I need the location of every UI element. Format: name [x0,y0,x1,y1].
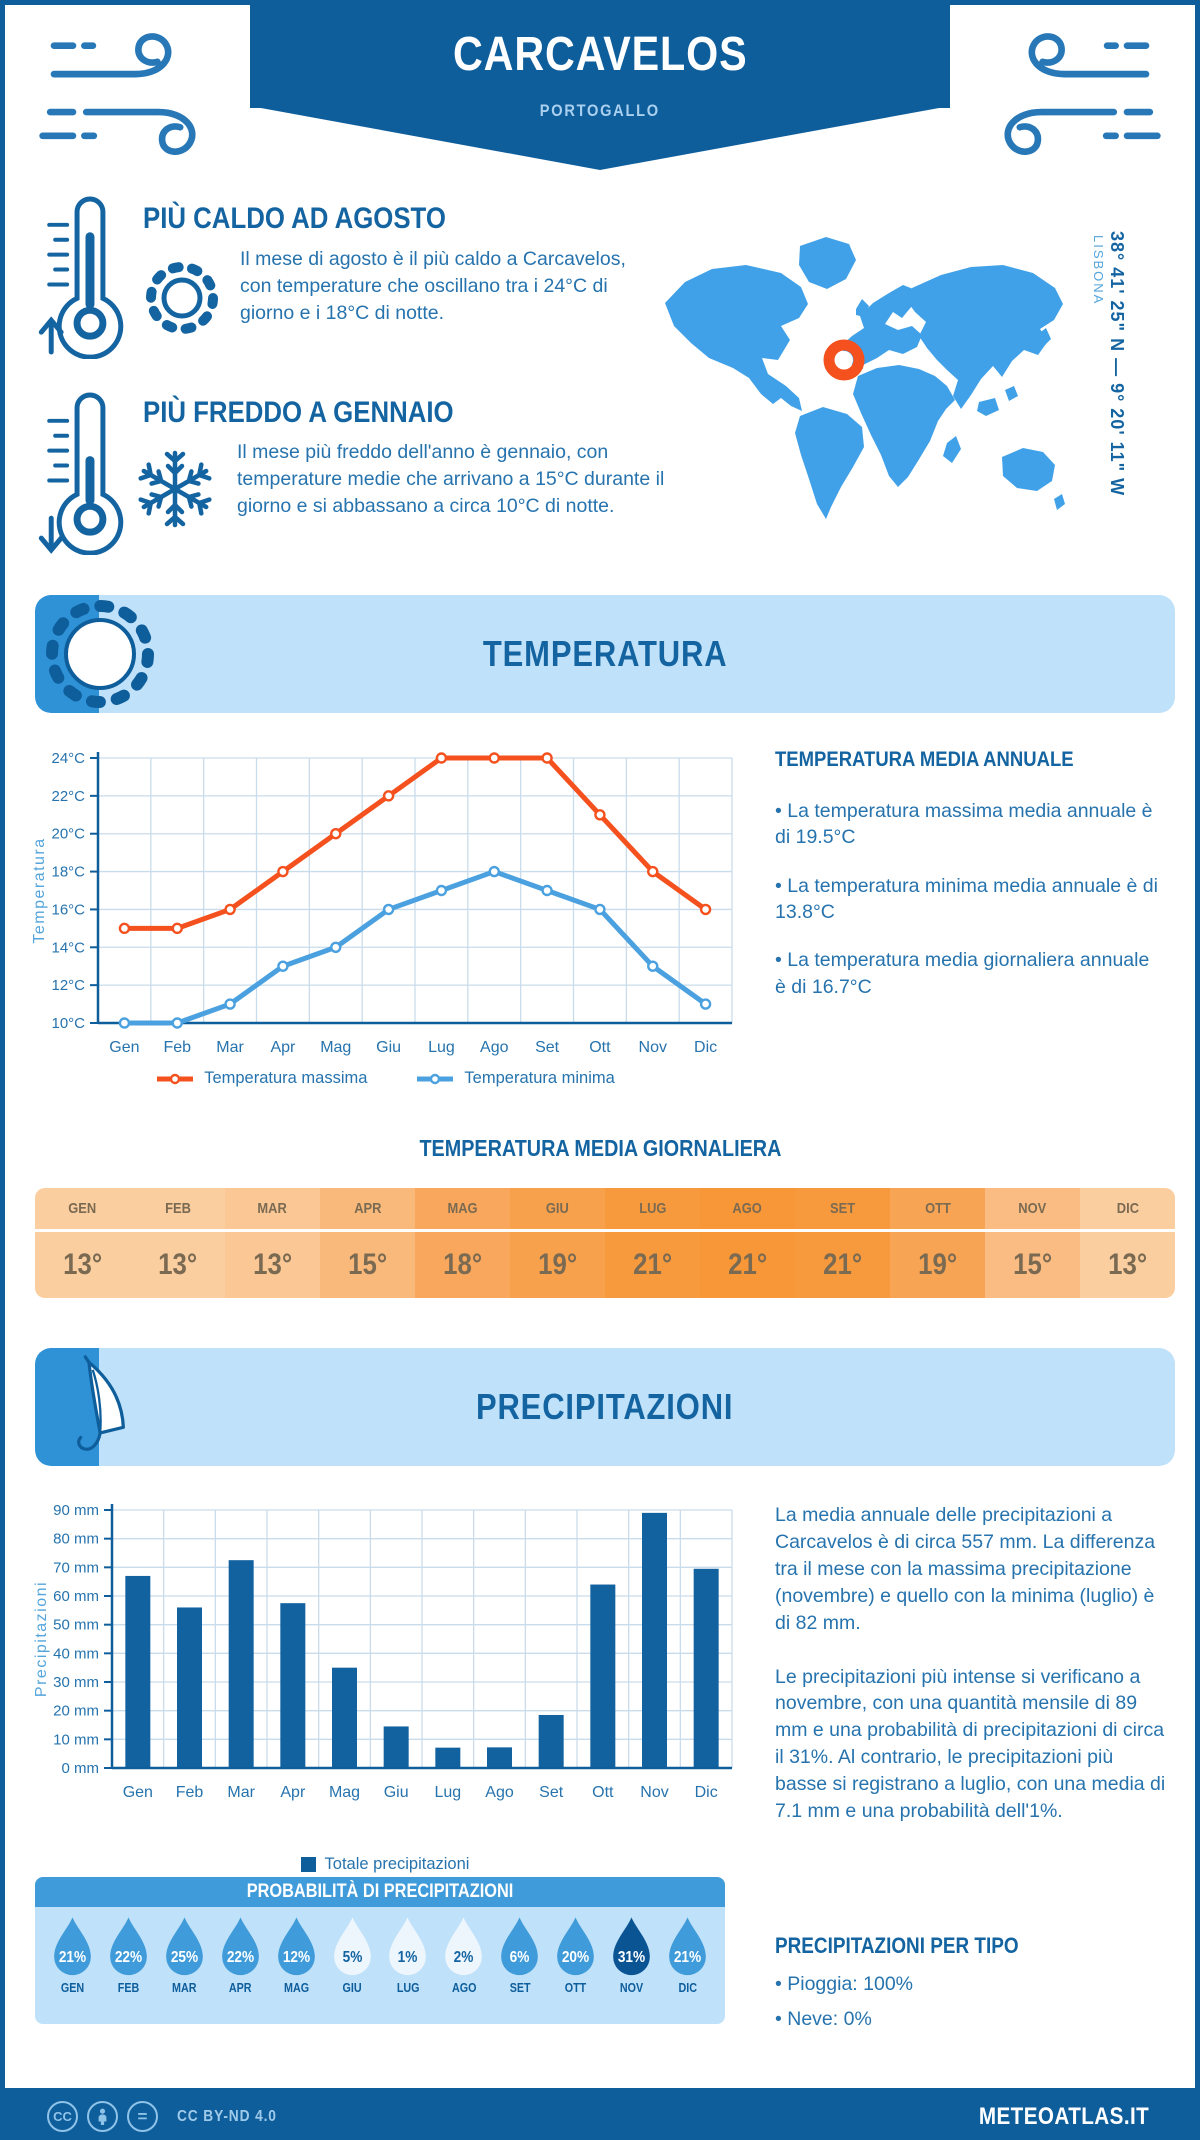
table-value: 19° [890,1229,985,1298]
bullet-item: • Pioggia: 100% [775,1971,1165,1997]
droplet-icon [664,1914,711,1978]
droplet-cell [47,1914,98,1995]
wind-icon [33,21,223,169]
table-month-header: NOV [1018,1200,1047,1217]
droplet-icon [608,1914,655,1978]
license-group [47,2101,293,2132]
svg-text:1%: 1% [398,1949,418,1967]
svg-text:30 mm: 30 mm [53,1674,99,1691]
svg-text:Mar: Mar [227,1784,255,1801]
droplet-cell [271,1914,322,1995]
temperature-chart-legend [30,1069,740,1088]
page-subtitle-text: PORTOGALLO [539,101,661,120]
svg-text:Mag: Mag [320,1039,352,1056]
droplet-month-label: FEB [117,1981,140,1995]
table-value: 19° [510,1229,605,1298]
cc-nd-icon: = [127,2101,158,2132]
svg-text:16°C: 16°C [51,901,85,919]
svg-text:50 mm: 50 mm [53,1616,99,1634]
thermometer-down-icon [37,391,137,555]
droplet-icon [105,1914,152,1978]
svg-text:Ott: Ott [592,1784,614,1801]
map-marker-hole [835,351,853,369]
hot-section-text: Il mese di agosto è il più caldo a Carcavelos, con temperature che oscillano tra i 24°C di giorno e i 18°C di notte. [240,248,626,324]
svg-text:14°C: 14°C [51,939,85,957]
svg-text:12%: 12% [282,1949,310,1967]
precipitation-summary-1: La media annuale delle precipitazioni a Carcavelos è di circa 557 mm. La differenza tra il mese con la massima precipitazione (novembre) e quello con la minima (luglio) è di 82 mm. [775,1504,1156,1634]
svg-text:20%: 20% [562,1949,590,1967]
svg-text:Gen: Gen [109,1039,140,1056]
annual-temperature-title-text: TEMPERATURA MEDIA ANNUALE [775,747,1074,771]
svg-text:90 mm: 90 mm [53,1502,99,1519]
droplet-icon [161,1914,208,1978]
svg-text:Lug: Lug [434,1784,462,1801]
table-cell [605,1188,700,1298]
table-month-header: FEB [164,1200,191,1217]
droplet-month-label: LUG [396,1981,420,1995]
coordinates-text: 38° 41' 25" N — 9° 20' 11" W [1107,231,1127,497]
annual-temperature-bullets [775,798,1165,1000]
precipitation-chart-svg [30,1485,740,1810]
svg-text:Set: Set [539,1784,564,1801]
svg-text:18°C: 18°C [51,863,85,881]
site-name-text: METEOATLAS.IT [978,2102,1150,2130]
precipitation-by-type-panel [775,1933,1165,2033]
footer [5,2088,1200,2140]
page-title [250,27,950,82]
svg-text:60 mm: 60 mm [53,1588,99,1605]
droplet-cell [382,1914,433,1995]
table-value: 18° [415,1229,510,1298]
legend-item-total [301,1855,470,1874]
svg-text:Ago: Ago [480,1039,509,1056]
droplet-month-label: MAG [283,1981,309,1995]
svg-text:Ott: Ott [589,1039,611,1056]
map-coordinates [1091,231,1127,496]
svg-text:Giu: Giu [376,1039,402,1056]
page-title-text: CARCAVELOS [452,28,748,81]
table-month-header: SET [829,1200,856,1217]
probability-title-text: PROBABILITÀ DI PRECIPITAZIONI [246,1881,514,1902]
svg-text:80 mm: 80 mm [53,1530,99,1548]
droplet-icon [552,1914,599,1978]
table-month-header: MAR [257,1200,288,1217]
svg-text:Giu: Giu [383,1784,409,1801]
svg-text:5%: 5% [342,1949,362,1967]
svg-text:Feb: Feb [163,1039,192,1056]
precipitation-summary-2: Le precipitazioni più intense si verificano a novembre, con una quantità mensile di 89 mm e una probabilità di precipitazioni di circa il 31%. Al contrario, le precipitazioni più basse si registrano a luglio, con una media di 7.1 mm e una probabilità dell'1%. [775,1665,1166,1823]
table-month-header: GIU [546,1200,569,1217]
table-value: 15° [985,1229,1080,1298]
cc-icon: CC [47,2101,78,2132]
svg-text:Apr: Apr [280,1784,306,1801]
svg-text:22%: 22% [114,1949,143,1967]
svg-text:21%: 21% [58,1949,87,1967]
table-value: 13° [225,1229,320,1298]
svg-text:Nov: Nov [638,1039,667,1056]
cold-section-title [143,396,504,430]
table-cell [510,1188,605,1298]
droplet-month-label: GIU [342,1981,362,1995]
droplet-icon [273,1914,320,1978]
license-label [177,2108,293,2126]
snowflake-icon [131,445,219,533]
table-cell [890,1188,985,1298]
table-cell [130,1188,225,1298]
droplet-cell [550,1914,601,1995]
precipitation-by-type-title [775,1933,1165,1959]
table-cell [415,1188,510,1298]
svg-text:20 mm: 20 mm [53,1702,99,1720]
page-subtitle [250,101,950,121]
svg-text:Mag: Mag [328,1784,361,1801]
droplet-cell [159,1914,210,1995]
wind-icon [977,21,1167,169]
license-label-text: CC BY-ND 4.0 [177,2107,277,2125]
droplet-month-label: DIC [678,1981,697,1995]
probability-panel-header [35,1877,725,1907]
svg-text:2%: 2% [453,1949,474,1967]
svg-text:Lug: Lug [428,1039,455,1056]
svg-text:Set: Set [535,1039,560,1056]
table-value: 13° [35,1229,130,1298]
world-map [650,208,1070,538]
temperature-chart-svg [30,740,740,1065]
precipitation-chart-legend [30,1855,740,1874]
legend-label: Totale precipitazioni [324,1855,470,1873]
svg-text:10 mm: 10 mm [53,1731,99,1749]
svg-text:Temperatura: Temperatura [31,837,48,944]
table-value: 21° [700,1229,795,1298]
droplet-cell [494,1914,545,1995]
precipitation-by-type-bullets [775,1971,1165,2033]
probability-droplets-row [35,1907,725,1995]
annual-temperature-panel [775,747,1165,1000]
daily-mean-table [35,1188,1175,1298]
table-month-header: AGO [732,1200,763,1217]
table-cell [795,1188,890,1298]
svg-text:21%: 21% [673,1949,702,1967]
droplet-cell [606,1914,657,1995]
map-continents [665,237,1065,519]
droplet-icon [217,1914,264,1978]
daily-mean-title-text: TEMPERATURA MEDIA GIORNALIERA [419,1135,781,1161]
droplet-cell [662,1914,713,1995]
droplet-month-label: GEN [60,1981,85,1995]
precipitation-section-title: PRECIPITAZIONI [476,1386,734,1427]
droplet-month-label: APR [228,1981,252,1995]
legend-item [415,1069,614,1088]
table-cell [700,1188,795,1298]
coordinates-city: LISBONA [1091,235,1106,306]
svg-text:Gen: Gen [122,1784,153,1801]
daily-mean-title [5,1135,1195,1162]
bullet-item: • La temperatura minima media annuale è di 13.8°C [775,873,1165,926]
svg-text:Precipitazioni: Precipitazioni [33,1580,50,1698]
droplet-cell [215,1914,266,1995]
table-cell [985,1188,1080,1298]
table-cell [225,1188,320,1298]
svg-text:6%: 6% [509,1949,530,1967]
annual-temperature-title [775,747,1165,772]
temperature-section-banner [35,595,1175,713]
table-value: 13° [1080,1229,1175,1298]
svg-text:20°C: 20°C [51,825,85,843]
droplet-cell [438,1914,489,1995]
table-cell [320,1188,415,1298]
svg-text:40 mm: 40 mm [53,1645,99,1663]
droplet-icon [496,1914,543,1978]
table-month-header: OTT [924,1200,951,1217]
svg-text:Dic: Dic [694,1784,718,1801]
temperature-section-title: TEMPERATURA [482,633,728,674]
sun-icon [135,251,229,345]
svg-text:Nov: Nov [640,1784,669,1801]
svg-text:25%: 25% [170,1949,198,1967]
svg-text:Ago: Ago [485,1784,514,1801]
site-name [965,2103,1163,2131]
droplet-icon [49,1914,96,1978]
droplet-cell [103,1914,154,1995]
thermometer-up-icon [37,195,137,359]
legend-item [155,1069,367,1088]
legend-label: Temperatura minima [464,1069,615,1087]
svg-text:10°C: 10°C [51,1015,85,1032]
svg-text:Apr: Apr [270,1039,296,1056]
droplet-month-label: MAR [172,1981,197,1995]
table-month-header: MAG [447,1200,478,1217]
cold-section-title-text: PIÙ FREDDO A GENNAIO [143,396,454,429]
table-value: 21° [795,1229,890,1298]
droplet-icon [384,1914,431,1978]
cc-person-icon [87,2101,118,2132]
svg-text:22°C: 22°C [51,787,85,805]
svg-text:Feb: Feb [175,1784,204,1801]
legend-square-swatch [301,1857,316,1872]
droplet-month-label: NOV [619,1981,644,1995]
svg-text:0 mm: 0 mm [61,1760,99,1777]
table-month-header: APR [353,1200,382,1217]
precipitation-section-banner [35,1348,1175,1466]
svg-text:31%: 31% [617,1949,646,1967]
svg-text:22%: 22% [226,1949,254,1967]
droplet-month-label: SET [509,1981,531,1995]
svg-text:70 mm: 70 mm [53,1559,99,1577]
droplet-cell [327,1914,378,1995]
droplet-month-label: AGO [451,1981,477,1995]
droplet-icon [329,1914,376,1978]
svg-text:Mar: Mar [216,1039,244,1056]
table-month-header: GEN [68,1200,97,1217]
table-cell [35,1188,130,1298]
table-month-header: DIC [1116,1200,1139,1217]
precipitation-summary-panel [775,1502,1167,1825]
table-value: 13° [130,1229,225,1298]
droplet-month-label: OTT [564,1981,587,1995]
umbrella-icon [51,1355,153,1457]
svg-text:12°C: 12°C [51,977,85,995]
precipitation-by-type-title-text: PRECIPITAZIONI PER TIPO [775,1933,1019,1958]
cold-section-text: Il mese più freddo dell'anno è gennaio, con temperature medie che arrivano a 15°C durante il giorno e si abbassano a circa 10°C di notte. [237,441,665,517]
svg-text:Dic: Dic [694,1039,718,1056]
table-value: 15° [320,1229,415,1298]
bullet-item: • La temperatura media giornaliera annuale è di 16.7°C [775,947,1165,1000]
bullet-item: • Neve: 0% [775,2006,1165,2032]
svg-text:24°C: 24°C [51,750,85,767]
table-value: 21° [605,1229,700,1298]
table-cell [1080,1188,1175,1298]
hot-section-title-text: PIÙ CALDO AD AGOSTO [143,202,446,235]
probability-panel [35,1877,725,2024]
droplet-icon [440,1914,487,1978]
sun-banner-icon [45,599,155,709]
bullet-item: • La temperatura massima media annuale è di 19.5°C [775,798,1165,851]
legend-label: Temperatura massima [204,1069,368,1087]
table-month-header: LUG [638,1200,667,1217]
hot-section-title [143,202,495,236]
